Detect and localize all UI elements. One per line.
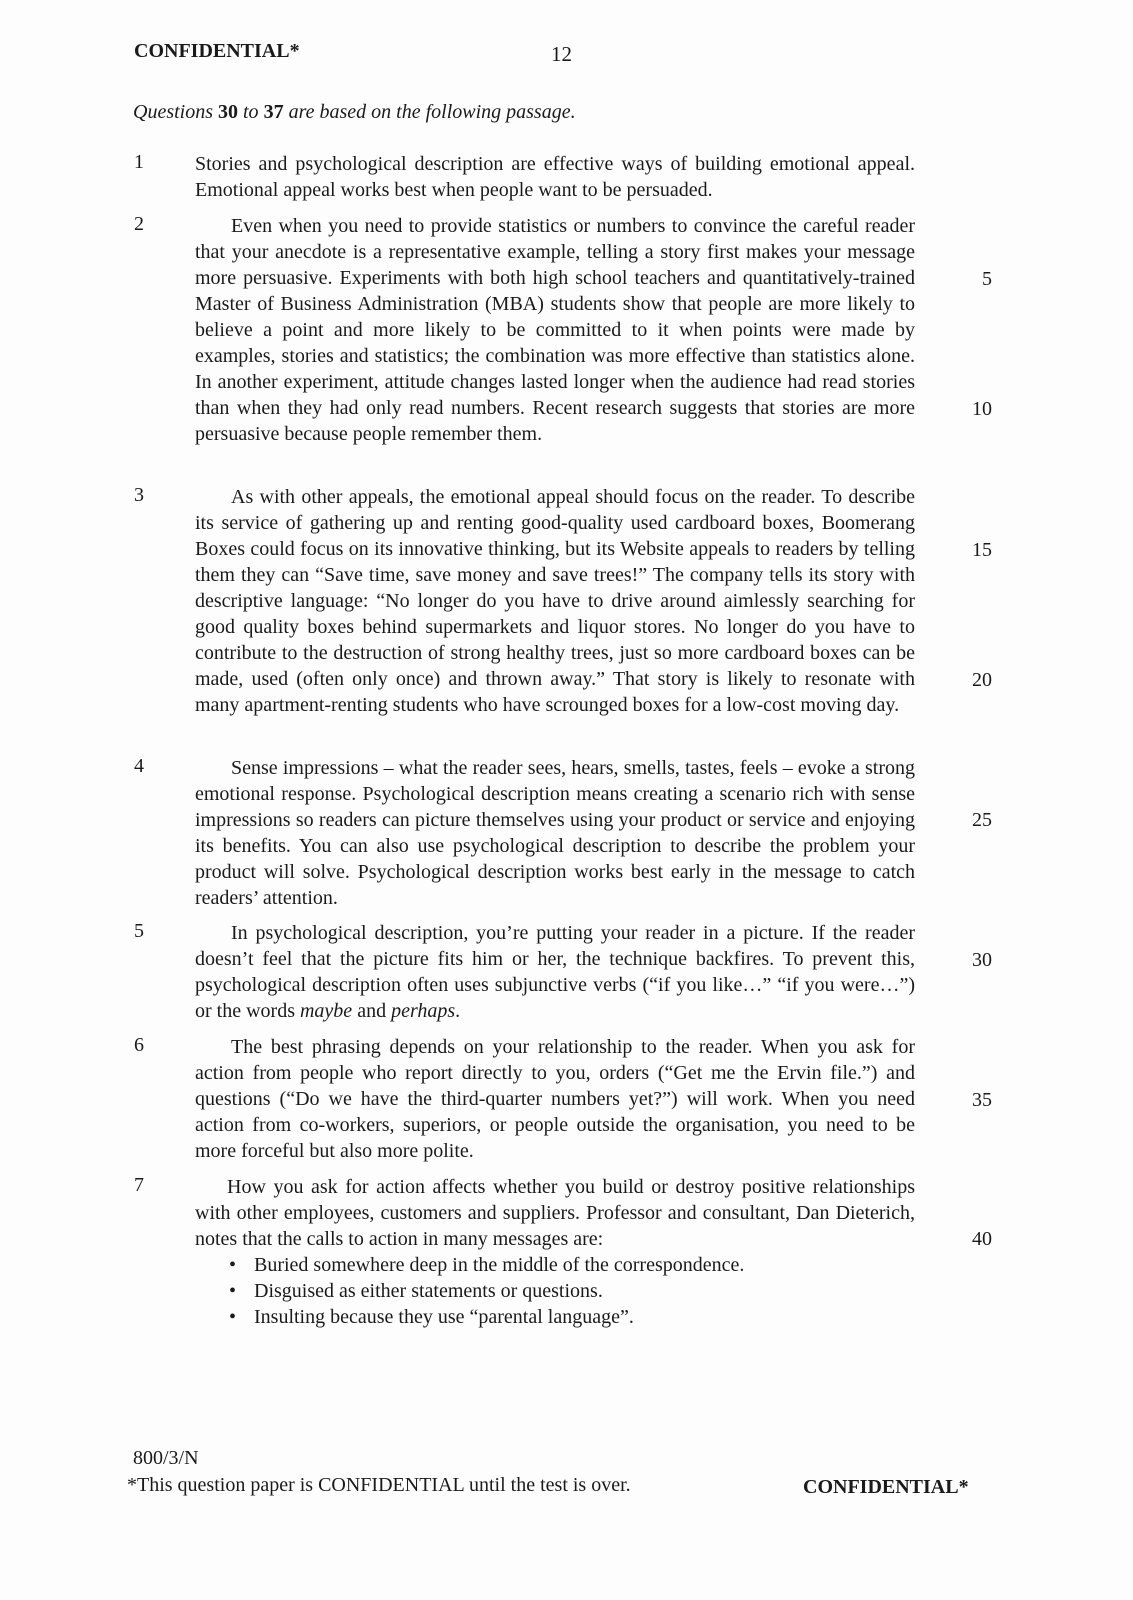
page-number: 12: [551, 42, 572, 66]
paragraph-body: In psychological description, you’re putting your reader in a picture. If the reader doesn’t feel that the picture fits him or her, the technique backfires. To prevent this, psychological description often uses subjunctive verbs (“if you like…” “if you were…”) or the words: [195, 922, 915, 1022]
instruction-suffix: are based on the following passage.: [288, 101, 576, 123]
paragraph-number: 5: [134, 920, 144, 942]
paragraph-body: Sense impressions – what the reader sees, hears, smells, tastes, feels – evoke a strong emotional response. Psychological description means creating a scenario rich with sense impressions so readers can picture themselves using your product or service and enjoying its benefits. You can also use psychological description to describe the problem your product will solve. Psychological description works best early in the message to catch readers’ attention.: [195, 757, 915, 909]
instruction-from-number: 30: [218, 101, 238, 123]
line-number: 35: [972, 1089, 992, 1111]
paragraph-text: [195, 484, 915, 718]
paragraph-number: 4: [134, 755, 144, 777]
confidential-note: *This question paper is CONFIDENTIAL until the test is over.: [127, 1474, 631, 1496]
line-number: 5: [982, 268, 992, 290]
line-number: 15: [972, 539, 992, 561]
paragraph-body: Even when you need to provide statistics or numbers to convince the careful reader that your anecdote is a representative example, telling a story first makes your message more persuasive. Experiments with both high school teachers and quantitatively-trained Master of Business Administration (MBA) students show that people are more likely to believe a point and more likely to be committed to it when points were made by examples, stories and statistics; the combination was more effective than statistics alone. In another experiment, attitude changes lasted longer when the audience had read stories than when they had only read numbers. Recent research suggests that stories are more persuasive because people remember them.: [195, 215, 915, 445]
paragraph-body: How you ask for action affects whether you build or destroy positive relationships with other employees, customers and suppliers. Professor and consultant, Dan Dieterich, notes that the calls to action in many messages are:: [195, 1176, 915, 1250]
paragraph-text: [195, 1034, 915, 1164]
passage-instruction: [133, 101, 576, 124]
paragraph-body: As with other appeals, the emotional appeal should focus on the reader. To describe its service of gathering up and renting good-quality used cardboard boxes, Boomerang Boxes could focus on its innovative thinking, but its Website appeals to readers by telling them they can “Save time, save money and save trees!” The company tells its story with descriptive language: “No longer do you have to drive around aimlessly searching for good quality boxes behind supermarkets and liquor stores. No longer do you have to contribute to the destruction of strong healthy trees, just so more cardboard boxes can be made, used (often only once) and thrown away.” That story is likely to resonate with many apartment-renting students who have scrounged boxes for a low-cost moving day.: [195, 486, 915, 716]
header-confidential: CONFIDENTIAL*: [134, 40, 300, 62]
emphasis-perhaps: perhaps: [391, 1000, 456, 1022]
paragraph-text: [195, 920, 915, 1024]
line-number: 25: [972, 809, 992, 831]
line-number: 40: [972, 1228, 992, 1250]
paper-code: 800/3/N: [133, 1447, 199, 1469]
bullet-item: • Insulting because they use “parental language”.: [229, 1304, 915, 1330]
bullet-item: • Buried somewhere deep in the middle of the correspondence.: [229, 1252, 915, 1278]
instruction-prefix: Questions: [133, 101, 213, 123]
paragraph-text: Stories and psychological description are effective ways of building emotional appeal. Emotional appeal works best when people want to be persuaded.: [195, 153, 915, 201]
instruction-to-number: 37: [263, 101, 284, 123]
instruction-mid: to: [243, 101, 259, 123]
footer-confidential: CONFIDENTIAL*: [803, 1476, 969, 1498]
paragraph-number: 2: [134, 213, 144, 235]
paragraph-text: [195, 213, 915, 447]
bullet-list: [195, 1252, 915, 1330]
paragraph-text: [195, 1174, 915, 1330]
paragraph-number: 3: [134, 484, 144, 506]
bullet-item: • Disguised as either statements or questions.: [229, 1278, 915, 1304]
paragraph-number: 1: [134, 151, 144, 173]
paragraph-text: [195, 755, 915, 911]
paragraph-number: 7: [134, 1174, 144, 1196]
emphasis-maybe: maybe: [299, 1000, 353, 1022]
sentence-end: .: [455, 1000, 461, 1022]
paragraph-number: 6: [134, 1034, 144, 1056]
line-number: 30: [972, 949, 992, 971]
line-number: 10: [972, 398, 992, 420]
conjunction: and: [357, 1000, 387, 1022]
paragraph-body: The best phrasing depends on your relationship to the reader. When you ask for action from people who report directly to you, orders (“Get me the Ervin file.”) and questions (“Do we have the third-quarter numbers yet?”) will work. When you need action from co-workers, superiors, or people outside the organisation, you need to be more forceful but also more polite.: [195, 1036, 915, 1162]
line-number: 20: [972, 669, 992, 691]
